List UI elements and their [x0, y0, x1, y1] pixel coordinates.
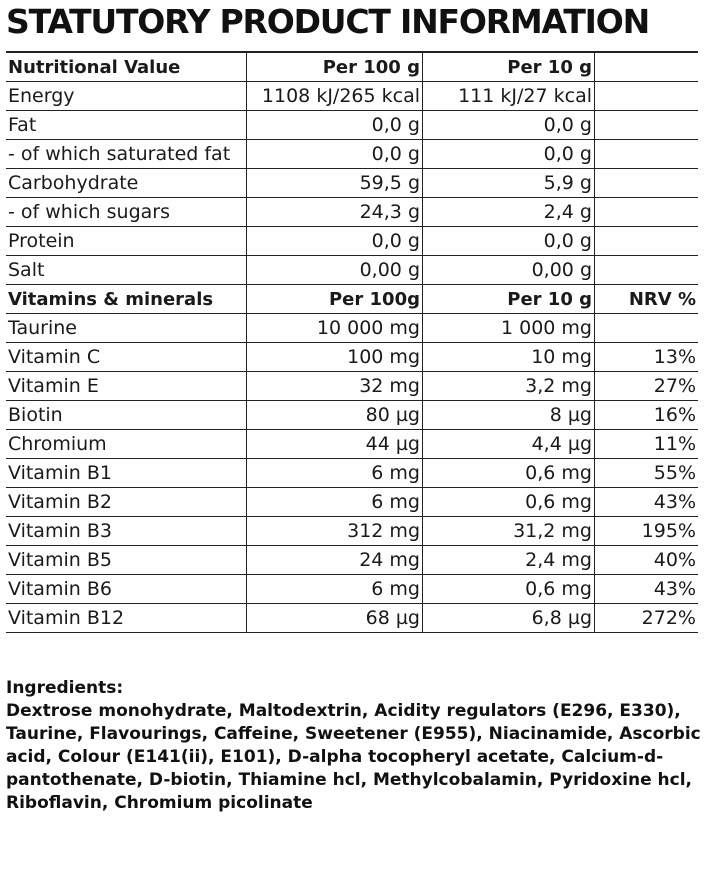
nutrient-per100: 0,00 g — [246, 256, 422, 285]
vitamin-nrv: 27% — [594, 372, 698, 401]
nutrient-empty — [594, 111, 698, 140]
nutrient-name: - of which saturated fat — [6, 140, 246, 169]
nutrition-header-per10: Per 10 g — [422, 52, 594, 82]
ingredients-label: Ingredients: — [6, 678, 124, 698]
nutrient-name: Protein — [6, 227, 246, 256]
vitamin-per100: 6 mg — [246, 575, 422, 604]
vitamin-nrv: 11% — [594, 430, 698, 459]
nutrient-per100: 24,3 g — [246, 198, 422, 227]
page-title: STATUTORY PRODUCT INFORMATION — [6, 2, 649, 41]
vitamin-per100: 10 000 mg — [246, 314, 422, 343]
vitamin-nrv: 16% — [594, 401, 698, 430]
vitamin-per100: 6 mg — [246, 459, 422, 488]
vitamin-name: Vitamin B1 — [6, 459, 246, 488]
vitamin-nrv: 43% — [594, 575, 698, 604]
nutrient-per10: 111 kJ/27 kcal — [422, 82, 594, 111]
nutrient-name: Salt — [6, 256, 246, 285]
nutrition-header-empty — [594, 52, 698, 82]
nutrient-empty — [594, 169, 698, 198]
nutrient-empty — [594, 256, 698, 285]
nutrient-per10: 0,0 g — [422, 111, 594, 140]
vitamin-name: Vitamin B6 — [6, 575, 246, 604]
vitamins-header-per10: Per 10 g — [422, 285, 594, 314]
vitamin-name: Chromium — [6, 430, 246, 459]
vitamin-nrv: 43% — [594, 488, 698, 517]
vitamin-per10: 6,8 µg — [422, 604, 594, 633]
vitamin-nrv: 272% — [594, 604, 698, 633]
vitamin-nrv: 195% — [594, 517, 698, 546]
col-rule-2 — [422, 52, 423, 633]
vitamin-per100: 24 mg — [246, 546, 422, 575]
vitamin-nrv: 40% — [594, 546, 698, 575]
vitamin-per100: 312 mg — [246, 517, 422, 546]
nutrient-per10: 2,4 g — [422, 198, 594, 227]
ingredients-block — [6, 677, 701, 815]
nutrient-empty — [594, 227, 698, 256]
nutrient-name: Carbohydrate — [6, 169, 246, 198]
vitamin-per100: 68 µg — [246, 604, 422, 633]
vitamin-nrv: 13% — [594, 343, 698, 372]
vitamin-name: Vitamin B12 — [6, 604, 246, 633]
nutrient-per10: 0,0 g — [422, 140, 594, 169]
vitamin-per10: 1 000 mg — [422, 314, 594, 343]
vitamin-per10: 4,4 µg — [422, 430, 594, 459]
nutrient-per100: 0,0 g — [246, 140, 422, 169]
vitamin-name: Vitamin B5 — [6, 546, 246, 575]
nutrient-name: Fat — [6, 111, 246, 140]
vitamins-header-label: Vitamins & minerals — [6, 285, 246, 314]
vitamin-per10: 31,2 mg — [422, 517, 594, 546]
vitamin-name: Vitamin B2 — [6, 488, 246, 517]
vitamin-name: Vitamin C — [6, 343, 246, 372]
vitamin-per10: 0,6 mg — [422, 575, 594, 604]
nutrient-per10: 5,9 g — [422, 169, 594, 198]
vitamins-header-nrv: NRV % — [594, 285, 698, 314]
nutrient-name: - of which sugars — [6, 198, 246, 227]
nutrient-per10: 0,0 g — [422, 227, 594, 256]
vitamin-per10: 0,6 mg — [422, 459, 594, 488]
nutrient-per10: 0,00 g — [422, 256, 594, 285]
vitamin-per10: 0,6 mg — [422, 488, 594, 517]
vitamin-per100: 100 mg — [246, 343, 422, 372]
vitamin-name: Taurine — [6, 314, 246, 343]
vitamin-per100: 44 µg — [246, 430, 422, 459]
vitamin-per10: 2,4 mg — [422, 546, 594, 575]
vitamin-nrv: 55% — [594, 459, 698, 488]
nutrient-per100: 0,0 g — [246, 111, 422, 140]
nutrient-per100: 1108 kJ/265 kcal — [246, 82, 422, 111]
vitamin-per10: 3,2 mg — [422, 372, 594, 401]
ingredients-text: Dextrose monohydrate, Maltodextrin, Acidity regulators (E296, E330), Taurine, Flavourings, Caffeine, Sweetener (E955), Niacinamide, Ascorbic acid, Colour (E141(ii), E101), D-alpha tocopheryl acetate, Calcium-d-pantothenate, D-biotin, Thiamine hcl, Methylcobalamin, Pyridoxine hcl, Riboflavin, Chromium picolinate — [6, 701, 701, 813]
nutrient-empty — [594, 198, 698, 227]
nutrient-per100: 0,0 g — [246, 227, 422, 256]
col-rule-1 — [246, 52, 247, 633]
nutrient-empty — [594, 140, 698, 169]
vitamin-nrv — [594, 314, 698, 343]
col-rule-3 — [594, 52, 595, 633]
vitamin-per100: 6 mg — [246, 488, 422, 517]
nutrient-name: Energy — [6, 82, 246, 111]
vitamin-name: Biotin — [6, 401, 246, 430]
vitamin-name: Vitamin E — [6, 372, 246, 401]
nutrition-header-per100: Per 100 g — [246, 52, 422, 82]
vitamin-per10: 8 µg — [422, 401, 594, 430]
vitamin-per100: 80 µg — [246, 401, 422, 430]
vitamin-name: Vitamin B3 — [6, 517, 246, 546]
nutrition-header-label: Nutritional Value — [6, 52, 246, 82]
nutrient-empty — [594, 82, 698, 111]
nutrient-per100: 59,5 g — [246, 169, 422, 198]
vitamin-per100: 32 mg — [246, 372, 422, 401]
vitamins-header-per100: Per 100g — [246, 285, 422, 314]
vitamin-per10: 10 mg — [422, 343, 594, 372]
